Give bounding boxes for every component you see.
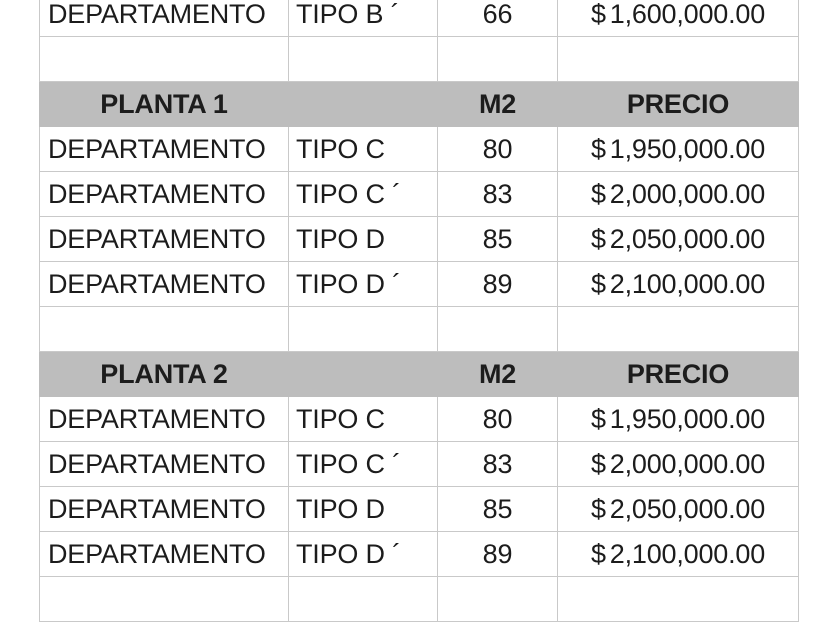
currency-symbol: $	[590, 224, 606, 254]
price-value: 1,950,000.00	[609, 134, 766, 164]
empty-cell	[40, 37, 289, 82]
area-cell: 66	[438, 0, 558, 37]
currency-symbol: $	[590, 0, 606, 29]
price-value: 1,600,000.00	[609, 0, 766, 29]
unit-label-cell: DEPARTAMENTO	[40, 0, 289, 37]
plant-header: PLANTA 1	[40, 82, 289, 127]
currency-symbol: $	[590, 269, 606, 299]
price-header: PRECIO	[558, 352, 799, 397]
price-sheet	[39, 0, 798, 622]
price-value: 2,000,000.00	[609, 179, 766, 209]
price-cell	[558, 532, 799, 577]
empty-cell	[289, 307, 438, 352]
price-cell	[558, 217, 799, 262]
table-row	[40, 532, 799, 577]
currency-symbol: $	[590, 179, 606, 209]
unit-label-cell: DEPARTAMENTO	[40, 442, 289, 487]
empty-row	[40, 577, 799, 622]
table-row	[40, 442, 799, 487]
unit-type-cell: TIPO C ´	[289, 442, 438, 487]
area-cell: 85	[438, 487, 558, 532]
unit-label-cell: DEPARTAMENTO	[40, 397, 289, 442]
price-cell	[558, 0, 799, 37]
header-blank-cell	[289, 352, 438, 397]
empty-cell	[438, 577, 558, 622]
table-row	[40, 487, 799, 532]
area-cell: 83	[438, 172, 558, 217]
table-row	[40, 127, 799, 172]
price-value: 2,050,000.00	[609, 224, 766, 254]
price-table	[39, 0, 799, 622]
unit-type-cell: TIPO C	[289, 397, 438, 442]
table-row	[40, 397, 799, 442]
area-cell: 80	[438, 397, 558, 442]
price-value: 1,950,000.00	[609, 404, 766, 434]
unit-label-cell: DEPARTAMENTO	[40, 262, 289, 307]
unit-label-cell: DEPARTAMENTO	[40, 127, 289, 172]
empty-cell	[438, 307, 558, 352]
empty-cell	[558, 307, 799, 352]
empty-cell	[558, 577, 799, 622]
empty-cell	[289, 37, 438, 82]
plant-header: PLANTA 2	[40, 352, 289, 397]
price-value: 2,100,000.00	[609, 539, 766, 569]
unit-type-cell: TIPO C ´	[289, 172, 438, 217]
unit-label-cell: DEPARTAMENTO	[40, 532, 289, 577]
table-row	[40, 0, 799, 37]
m2-header: M2	[438, 82, 558, 127]
price-value: 2,050,000.00	[609, 494, 766, 524]
section-header-row	[40, 352, 799, 397]
area-cell: 85	[438, 217, 558, 262]
unit-type-cell: TIPO D ´	[289, 532, 438, 577]
table-row	[40, 217, 799, 262]
empty-row	[40, 307, 799, 352]
table-row	[40, 262, 799, 307]
price-cell	[558, 262, 799, 307]
empty-row	[40, 37, 799, 82]
section-header-row	[40, 82, 799, 127]
unit-type-cell: TIPO D	[289, 217, 438, 262]
price-cell	[558, 487, 799, 532]
area-cell: 80	[438, 127, 558, 172]
empty-cell	[40, 577, 289, 622]
empty-cell	[40, 307, 289, 352]
unit-type-cell: TIPO D	[289, 487, 438, 532]
unit-type-cell: TIPO B ´	[289, 0, 438, 37]
area-cell: 89	[438, 262, 558, 307]
unit-type-cell: TIPO C	[289, 127, 438, 172]
table-row	[40, 172, 799, 217]
currency-symbol: $	[590, 539, 606, 569]
area-cell: 83	[438, 442, 558, 487]
price-value: 2,100,000.00	[609, 269, 766, 299]
empty-cell	[558, 37, 799, 82]
empty-cell	[438, 37, 558, 82]
area-cell: 89	[438, 532, 558, 577]
unit-type-cell: TIPO D ´	[289, 262, 438, 307]
header-blank-cell	[289, 82, 438, 127]
price-cell	[558, 127, 799, 172]
price-cell	[558, 442, 799, 487]
unit-label-cell: DEPARTAMENTO	[40, 217, 289, 262]
m2-header: M2	[438, 352, 558, 397]
currency-symbol: $	[590, 449, 606, 479]
price-header: PRECIO	[558, 82, 799, 127]
price-cell	[558, 397, 799, 442]
price-cell	[558, 172, 799, 217]
currency-symbol: $	[590, 134, 606, 164]
currency-symbol: $	[590, 404, 606, 434]
empty-cell	[289, 577, 438, 622]
unit-label-cell: DEPARTAMENTO	[40, 172, 289, 217]
currency-symbol: $	[590, 494, 606, 524]
unit-label-cell: DEPARTAMENTO	[40, 487, 289, 532]
price-value: 2,000,000.00	[609, 449, 766, 479]
